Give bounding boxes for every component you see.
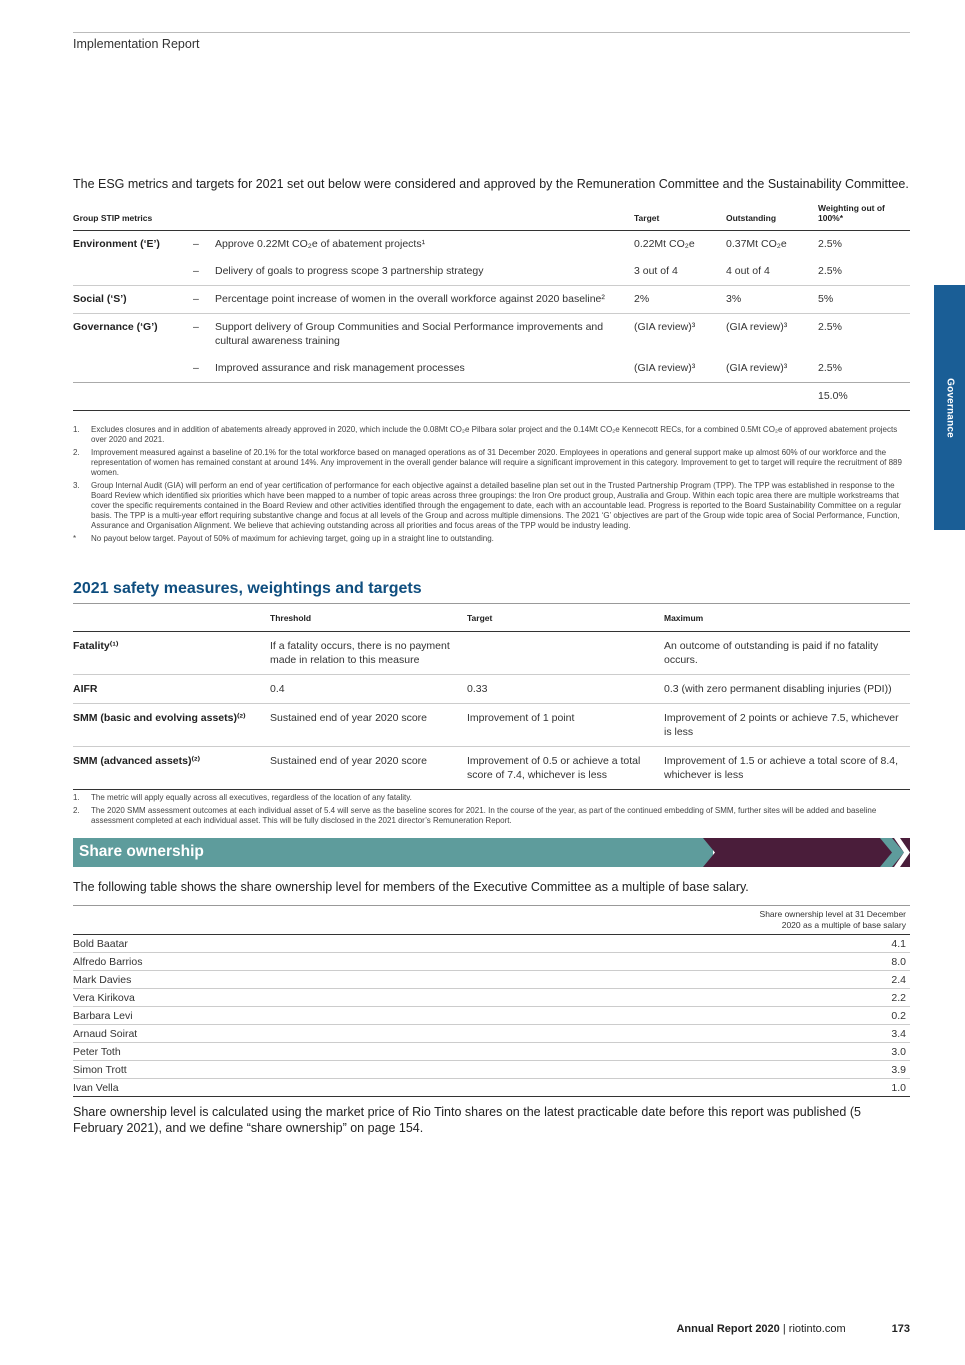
measure-label: AIFR xyxy=(73,675,270,704)
page-number: 173 xyxy=(891,1323,910,1335)
metric-outstanding: (GIA review)³ xyxy=(726,362,788,374)
safety-table-wrapper xyxy=(73,603,910,790)
total-weighting: 15.0% xyxy=(818,383,910,411)
col-header-outstanding: Outstanding xyxy=(726,203,818,231)
metric-description: Improved assurance and risk management processes xyxy=(215,362,465,374)
metric-group xyxy=(73,258,193,286)
footnote-text: Excludes closures and in addition of abatements already approved in 2020, which include the 0.08Mt CO₂e Pilbara solar project and the 0.14Mt CO₂e Kennecott RECs, for a combined 0.5Mt CO₂e of approved abatement projects over 2020 and 2021. xyxy=(91,425,898,444)
executive-name: Barbara Levi xyxy=(73,1007,733,1025)
col-header-weighting: Weighting out of 100%* xyxy=(818,203,910,231)
table-row xyxy=(73,355,910,383)
esg-table-wrapper xyxy=(73,203,910,411)
footnote xyxy=(73,534,910,544)
metric-description: Percentage point increase of women in the overall workforce against 2020 baseline² xyxy=(215,286,634,314)
esg-intro: The ESG metrics and targets for 2021 set out below were considered and approved by the Remuneration Committee and the Sustainability Committee. xyxy=(73,177,909,191)
ownership-multiple: 3.9 xyxy=(733,1061,910,1079)
footnote xyxy=(73,481,910,531)
table-row xyxy=(73,231,910,259)
section-tab[interactable] xyxy=(934,285,965,530)
metric-weighting: 2.5% xyxy=(818,231,910,259)
footnote-key: 2. xyxy=(73,448,80,457)
section-tab-label: Governance xyxy=(944,377,955,438)
executive-name: Alfredo Barrios xyxy=(73,953,733,971)
footnote xyxy=(73,425,910,445)
executive-name: Vera Kirikova xyxy=(73,989,733,1007)
metric-weighting: 5% xyxy=(818,286,910,314)
table-row xyxy=(73,632,910,675)
ownership-multiple: 2.2 xyxy=(733,989,910,1007)
safety-footnotes xyxy=(73,793,910,829)
footer-site-link[interactable]: riotinto.com xyxy=(788,1323,846,1335)
metric-group: Governance (‘G’) xyxy=(73,314,193,356)
ownership-multiple: 3.4 xyxy=(733,1025,910,1043)
footnote-key: 1. xyxy=(73,793,80,802)
ownership-multiple: 3.0 xyxy=(733,1043,910,1061)
col-header-ownership-line2: 2020 as a multiple of base salary xyxy=(781,920,906,930)
metric-dash: – xyxy=(193,286,215,314)
footnote-text: The 2020 SMM assessment outcomes at each individual asset of 5.4 will serve as the baseline scores for 2021. In the course of the year, as part of the continued embedding of SMM, further sites will be added and baseline assessment completed at each individual asset. This will be fully disclosed in the 2021 director’s Remuneration Report. xyxy=(91,806,877,825)
table-row xyxy=(73,747,910,790)
table-row xyxy=(73,286,910,314)
measure-threshold: Sustained end of year 2020 score xyxy=(270,747,467,790)
metric-weighting: 2.5% xyxy=(818,314,910,356)
metric-description: Support delivery of Group Communities and Social Performance improvements and cultural awareness training xyxy=(215,314,634,356)
metric-outstanding: (GIA review)³ xyxy=(726,314,818,356)
metric-outstanding: 0.37Mt CO₂e xyxy=(726,231,818,259)
table-row xyxy=(73,314,910,356)
ownership-multiple: 1.0 xyxy=(733,1079,910,1097)
table-row xyxy=(73,704,910,747)
ownership-table xyxy=(73,906,910,1097)
col-header-measure xyxy=(73,604,270,632)
safety-table xyxy=(73,604,910,790)
ownership-closing: Share ownership level is calculated using the market price of Rio Tinto shares on the latest practicable date before this report was published (5 February 2021), and we define “share ownership” on page 154. xyxy=(73,1105,861,1135)
footnote-text: The metric will apply equally across all executives, regardless of the location of any fatality. xyxy=(91,793,412,802)
executive-name: Ivan Vella xyxy=(73,1079,733,1097)
metric-dash: – xyxy=(193,362,199,374)
executive-name: Peter Toth xyxy=(73,1043,733,1061)
table-row xyxy=(73,675,910,704)
empty-cell xyxy=(726,383,818,411)
table-row xyxy=(73,1079,910,1097)
metric-group xyxy=(73,355,193,383)
chevron-right-icon xyxy=(878,838,910,867)
measure-target: Improvement of 1 point xyxy=(467,704,664,747)
metric-dash: – xyxy=(193,314,215,356)
metric-target: 0.22Mt CO₂e xyxy=(634,231,726,259)
header-title: Implementation Report xyxy=(73,37,200,51)
footnote-key: 2. xyxy=(73,806,80,815)
empty-cell xyxy=(215,383,634,411)
measure-label: SMM (basic and evolving assets)⁽²⁾ xyxy=(73,704,270,747)
esg-footnotes xyxy=(73,425,910,547)
ownership-intro: The following table shows the share ownership level for members of the Executive Committee as a multiple of base salary. xyxy=(73,880,749,894)
metric-outstanding: 4 out of 4 xyxy=(726,265,770,277)
page-header xyxy=(73,32,910,51)
metric-dash: – xyxy=(193,231,215,259)
col-header-threshold: Threshold xyxy=(270,604,467,632)
measure-threshold: If a fatality occurs, there is no payment made in relation to this measure xyxy=(270,640,450,666)
footnote-key: 1. xyxy=(73,425,80,434)
footer-report: Annual Report 2020 xyxy=(676,1323,780,1335)
metric-weighting: 2.5% xyxy=(818,265,842,277)
metric-target: (GIA review)³ xyxy=(634,314,726,356)
table-row xyxy=(73,1007,910,1025)
table-row xyxy=(73,971,910,989)
measure-target xyxy=(467,632,664,675)
banner-title: Share ownership xyxy=(79,843,204,860)
executive-name: Mark Davies xyxy=(73,971,733,989)
measure-maximum: Improvement of 2 points or achieve 7.5, whichever is less xyxy=(664,704,910,747)
metric-target: 3 out of 4 xyxy=(634,265,678,277)
measure-label: SMM (advanced assets)⁽²⁾ xyxy=(73,747,270,790)
measure-threshold: Sustained end of year 2020 score xyxy=(270,704,467,747)
empty-cell xyxy=(73,383,193,411)
safety-title: 2021 safety measures, weightings and targets xyxy=(73,580,422,597)
table-row xyxy=(73,935,910,953)
footnote-key: 3. xyxy=(73,481,80,490)
table-row xyxy=(73,989,910,1007)
table-row xyxy=(73,1043,910,1061)
esg-table xyxy=(73,203,910,411)
section-banner xyxy=(73,838,910,867)
footer-separator: | xyxy=(779,1323,789,1335)
table-row xyxy=(73,258,910,286)
footnote-text: Group Internal Audit (GIA) will perform an end of year certification of performance for each objective against a detailed baseline plan set out in the Trusted Partnership Program (TPP). The TPP was established in response to the Board Review which identified six priorities which have been mapped to a number of topic areas across three groupings: the Iron Ore product group, Australia and Group. Within each topic area there are multiple workstreams that cover the specific requirements contained in the Board Review and other activities identified through the engagement to date, each with an accountable lead. Progress is reported to the Board Sustainability Committee on a regular basis. The TPP is a multi-year effort requiring substantive change and focus at all levels of the Group and across multiple dimensions. The 2021 ‘G’ objectives are part of the Group wide topic area of Social Performance, Function, Assurance and Organisation Alignment. We believe that achieving outstanding across all priorities and focus areas of the TPP would be industry leading. xyxy=(91,481,902,530)
total-row xyxy=(73,383,910,411)
metric-target: (GIA review)³ xyxy=(634,362,696,374)
metric-target: 2% xyxy=(634,286,726,314)
ownership-multiple: 8.0 xyxy=(733,953,910,971)
measure-target: 0.33 xyxy=(467,675,664,704)
col-header-maximum: Maximum xyxy=(664,604,910,632)
metric-group: Environment (‘E’) xyxy=(73,231,193,259)
metric-dash: – xyxy=(193,265,199,277)
ownership-table-wrapper xyxy=(73,905,910,1097)
table-row xyxy=(73,1025,910,1043)
metric-description: Approve 0.22Mt CO₂e of abatement projects¹ xyxy=(215,231,634,259)
empty-cell xyxy=(634,383,726,411)
measure-threshold: 0.4 xyxy=(270,675,467,704)
executive-name: Bold Baatar xyxy=(73,935,733,953)
measure-label: Fatality⁽¹⁾ xyxy=(73,640,119,652)
footnote xyxy=(73,793,910,803)
ownership-multiple: 4.1 xyxy=(733,935,910,953)
col-header-metric: Group STIP metrics xyxy=(73,203,634,231)
metric-outstanding: 3% xyxy=(726,286,818,314)
footnote xyxy=(73,806,910,826)
col-header-ownership-line1: Share ownership level at 31 December xyxy=(759,909,906,919)
footnote-text: Improvement measured against a baseline of 20.1% for the total workforce based on managed operations as of 31 December 2020. Employees in operations and general support make up almost 60% of our workforce and the representation of women has remained constant at around 14%. Any improvement in the overall gender balance will require a significant improvement in this category. Improvement to get to target will require the recruitment of 889 women. xyxy=(91,448,902,477)
col-header-ownership xyxy=(73,906,910,935)
executive-name: Arnaud Soirat xyxy=(73,1025,733,1043)
ownership-multiple: 0.2 xyxy=(733,1007,910,1025)
measure-maximum: An outcome of outstanding is paid if no fatality occurs. xyxy=(664,640,879,666)
metric-group: Social (‘S’) xyxy=(73,286,193,314)
col-header-target: Target xyxy=(467,604,664,632)
measure-maximum: 0.3 (with zero permanent disabling injuries (PDI)) xyxy=(664,675,910,704)
executive-name: Simon Trott xyxy=(73,1061,733,1079)
empty-cell xyxy=(193,383,215,411)
table-row xyxy=(73,1061,910,1079)
metric-description: Delivery of goals to progress scope 3 partnership strategy xyxy=(215,265,484,277)
col-header-target: Target xyxy=(634,203,726,231)
metric-weighting: 2.5% xyxy=(818,362,842,374)
footnote xyxy=(73,448,910,478)
page-footer xyxy=(73,1323,910,1335)
footnote-key: * xyxy=(73,534,77,543)
measure-maximum: Improvement of 1.5 or achieve a total score of 8.4, whichever is less xyxy=(664,747,910,790)
measure-target: Improvement of 0.5 or achieve a total score of 7.4, whichever is less xyxy=(467,747,664,790)
ownership-multiple: 2.4 xyxy=(733,971,910,989)
footnote-text: No payout below target. Payout of 50% of maximum for achieving target, going up in a straight line to outstanding. xyxy=(91,534,494,543)
table-row xyxy=(73,953,910,971)
